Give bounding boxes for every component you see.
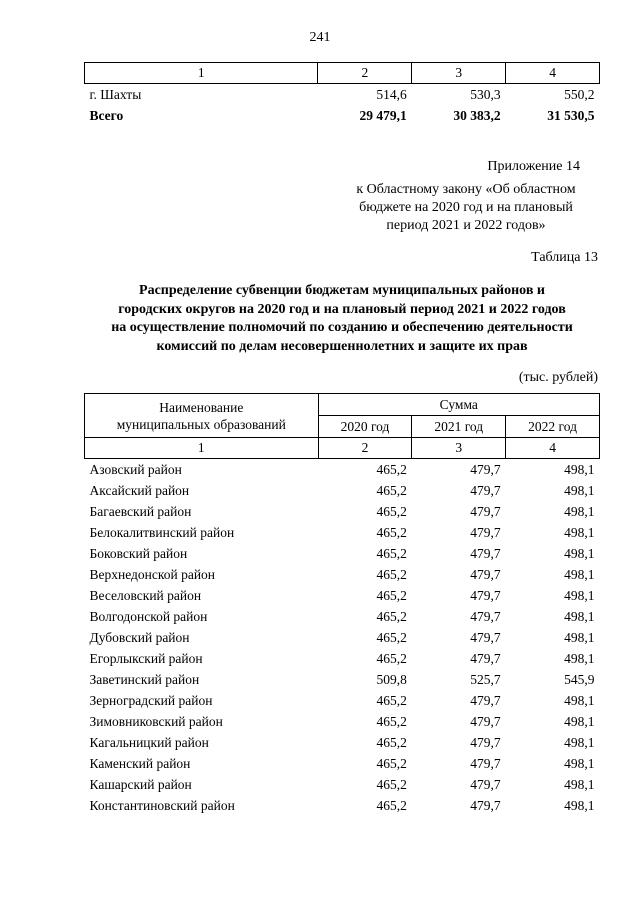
value-2020: 465,2: [376, 756, 407, 771]
district-name: Каменский район: [89, 756, 191, 771]
district-name: Зимовниковский район: [89, 714, 223, 729]
title-line: городских округов на 2020 год и на плановый период 2021 и 2022 годов: [118, 301, 566, 317]
table-row: [85, 732, 600, 753]
district-name: Багаевский район: [89, 504, 192, 519]
value-2020: 465,2: [376, 693, 407, 708]
value-2021: 479,7: [470, 798, 501, 813]
subvention-table: [84, 393, 600, 816]
table-row: [85, 564, 600, 585]
value-2021: 30 383,2: [453, 108, 501, 123]
district-name: Волгодонской район: [89, 609, 208, 624]
value-2022: 31 530,5: [547, 108, 595, 123]
value-2022: 498,1: [564, 714, 595, 729]
appendix-reference-line: к Областному закону «Об областном: [356, 182, 576, 197]
district-name: Заветинский район: [89, 672, 200, 687]
value-2020: 29 479,1: [359, 108, 407, 123]
document-title: [84, 282, 600, 356]
column-number: 3: [412, 63, 506, 84]
table-row: [85, 627, 600, 648]
appendix-reference: [336, 181, 596, 235]
value-2020: 465,2: [376, 609, 407, 624]
title-line: комиссий по делам несовершеннолетних и защите их прав: [156, 338, 528, 354]
district-name: Кагальницкий район: [89, 735, 209, 750]
table-row: [85, 84, 600, 106]
district-name: Азовский район: [89, 462, 182, 477]
value-2020: 465,2: [376, 588, 407, 603]
value-2020: 465,2: [376, 525, 407, 540]
value-2021: 479,7: [470, 777, 501, 792]
value-2022: 498,1: [564, 546, 595, 561]
header-sum-cell: Сумма: [318, 394, 599, 416]
district-name: Белокалитвинский район: [89, 525, 235, 540]
appendix-reference-line: бюджете на 2020 год и на плановый: [359, 200, 573, 215]
header-name-line: Наименование: [159, 399, 244, 415]
value-2021: 479,7: [470, 462, 501, 477]
value-2020: 465,2: [376, 651, 407, 666]
table-row: [85, 105, 600, 126]
column-number-row: [85, 438, 600, 459]
table-row: [85, 585, 600, 606]
value-2022: 550,2: [564, 87, 595, 102]
table-row: [85, 522, 600, 543]
value-2021: 479,7: [470, 588, 501, 603]
value-2022: 545,9: [564, 672, 595, 687]
column-number: 4: [506, 63, 600, 84]
title-line: на осуществление полномочий по созданию и обеспечению деятельности: [111, 320, 573, 335]
appendix-title: Приложение 14: [487, 159, 580, 174]
table-row: [85, 690, 600, 711]
header-year: 2022 год: [506, 416, 600, 438]
table-row: [85, 543, 600, 564]
units-label: (тыс. рублей): [518, 370, 598, 385]
column-number-row: [85, 63, 600, 84]
value-2021: 479,7: [470, 609, 501, 624]
column-number: 2: [318, 438, 412, 459]
value-2022: 498,1: [564, 693, 595, 708]
value-2022: 498,1: [564, 525, 595, 540]
value-2020: 465,2: [376, 714, 407, 729]
column-number: 1: [85, 438, 319, 459]
district-name: Аксайский район: [89, 483, 190, 498]
value-2020: 509,8: [376, 672, 407, 687]
value-2020: 465,2: [376, 504, 407, 519]
district-name: Верхнедонской район: [89, 567, 216, 582]
value-2020: 465,2: [376, 462, 407, 477]
appendix-reference-line: период 2021 и 2022 годов»: [386, 218, 546, 233]
value-2021: 479,7: [470, 504, 501, 519]
table-row: [85, 459, 600, 481]
table-row: [85, 480, 600, 501]
value-2021: 479,7: [470, 567, 501, 582]
table-row: [85, 501, 600, 522]
value-2022: 498,1: [564, 777, 595, 792]
value-2020: 465,2: [376, 567, 407, 582]
header-year: 2020 год: [318, 416, 412, 438]
value-2022: 498,1: [564, 483, 595, 498]
table-row: [85, 711, 600, 732]
table-row: [85, 669, 600, 690]
district-name: Веселовский район: [89, 588, 202, 603]
header-name-cell: [85, 394, 319, 438]
value-2022: 498,1: [564, 567, 595, 582]
value-2020: 465,2: [376, 483, 407, 498]
district-name: Егорлыкский район: [89, 651, 203, 666]
table-label: Таблица 13: [531, 250, 598, 265]
table-row: [85, 648, 600, 669]
column-number: 1: [85, 63, 318, 84]
table-row: [85, 753, 600, 774]
column-number: 2: [318, 63, 412, 84]
value-2022: 498,1: [564, 588, 595, 603]
value-2020: 465,2: [376, 777, 407, 792]
district-name: г. Шахты: [89, 87, 142, 102]
value-2022: 498,1: [564, 462, 595, 477]
value-2021: 479,7: [470, 714, 501, 729]
header-row: [85, 394, 600, 416]
value-2022: 498,1: [564, 609, 595, 624]
table-row: [85, 774, 600, 795]
value-2022: 498,1: [564, 735, 595, 750]
district-name: Зерноградский район: [89, 693, 213, 708]
table-row: [85, 606, 600, 627]
column-number: 4: [506, 438, 600, 459]
value-2020: 465,2: [376, 630, 407, 645]
value-2022: 498,1: [564, 504, 595, 519]
continuation-table: [84, 62, 600, 126]
value-2022: 498,1: [564, 651, 595, 666]
value-2022: 498,1: [564, 756, 595, 771]
value-2021: 479,7: [470, 525, 501, 540]
value-2022: 498,1: [564, 630, 595, 645]
header-year: 2021 год: [412, 416, 506, 438]
district-name: Константиновский район: [89, 798, 235, 813]
header-name-line: муниципальных образований: [116, 416, 286, 432]
value-2021: 530,3: [470, 87, 501, 102]
value-2021: 479,7: [470, 483, 501, 498]
title-line: Распределение субвенции бюджетам муниципальных районов и: [139, 283, 545, 298]
value-2021: 479,7: [470, 546, 501, 561]
district-name: Дубовский район: [89, 630, 190, 645]
value-2021: 479,7: [470, 630, 501, 645]
value-2020: 514,6: [376, 87, 407, 102]
district-name: Кашарский район: [89, 777, 192, 792]
value-2021: 479,7: [470, 693, 501, 708]
page-number: 241: [309, 30, 331, 45]
value-2021: 525,7: [470, 672, 501, 687]
district-name: Всего: [89, 108, 124, 123]
table-row: [85, 795, 600, 816]
value-2021: 479,7: [470, 651, 501, 666]
district-name: Боковский район: [89, 546, 188, 561]
value-2020: 465,2: [376, 735, 407, 750]
value-2020: 465,2: [376, 798, 407, 813]
value-2021: 479,7: [470, 756, 501, 771]
value-2022: 498,1: [564, 798, 595, 813]
column-number: 3: [412, 438, 506, 459]
value-2021: 479,7: [470, 735, 501, 750]
value-2020: 465,2: [376, 546, 407, 561]
